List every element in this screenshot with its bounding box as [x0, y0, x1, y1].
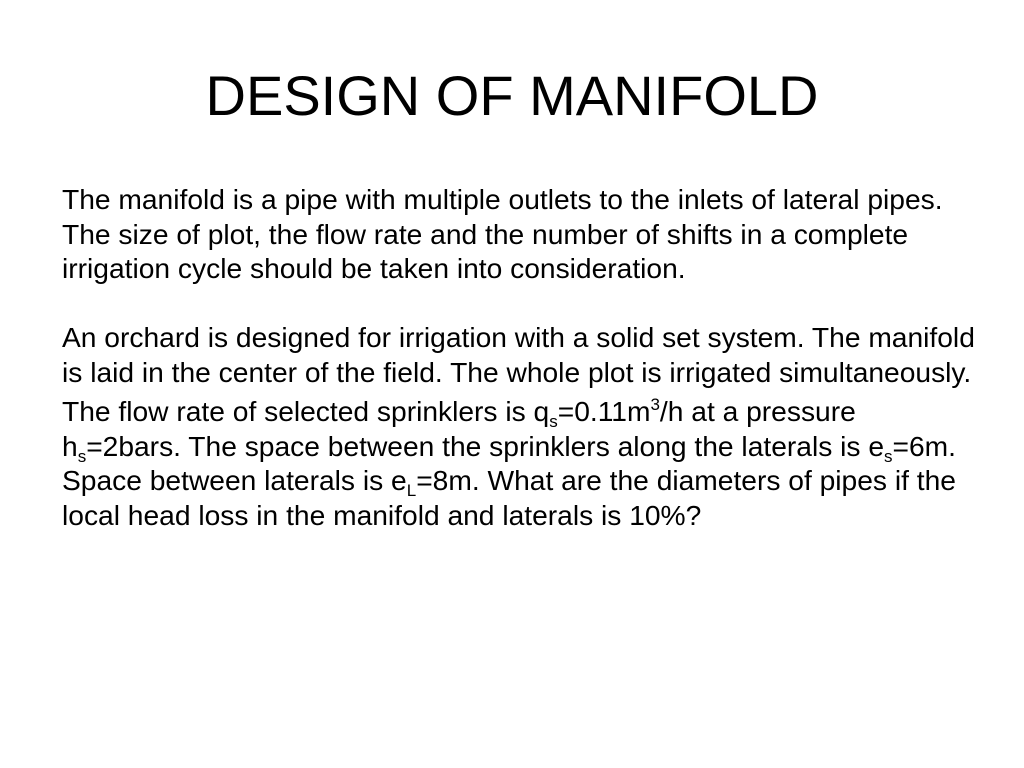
- problem-text-5: =6m. Space between laterals is e: [62, 429, 956, 496]
- slide-body: [62, 182, 982, 532]
- problem-text-4: =2bars. The space between the sprinklers along the laterals is e: [86, 429, 884, 462]
- problem-text-2: =0.11m: [557, 395, 651, 427]
- subscript-el: L: [406, 481, 417, 500]
- subscript-hs: s: [77, 446, 87, 466]
- problem-text-1: The flow rate of selected sprinklers is q: [62, 395, 550, 427]
- slide-title: DESIGN OF MANIFOLD: [205, 64, 819, 127]
- problem-text-3: /h at a pressure h: [62, 395, 856, 462]
- subscript-qs: s: [549, 412, 558, 431]
- paragraph-manifold-definition: The manifold is a pipe with multiple outlets to the inlets of lateral pipes. The size of plot, the flow rate and the number of shifts in a complete irrigation cycle should be taken into consideration.: [62, 183, 943, 284]
- subscript-es: s: [884, 446, 893, 466]
- paragraph-orchard-description: An orchard is designed for irrigation with a solid set system. The manifold is laid in the center of the field. The whole plot is irrigated simultaneously.: [62, 321, 975, 388]
- paragraph-problem-statement: [62, 394, 982, 532]
- problem-text-6: =8m. What are the diameters of pipes if the local head loss in the manifold and laterals is 10%?: [62, 464, 956, 531]
- superscript-m3: 3: [650, 395, 660, 414]
